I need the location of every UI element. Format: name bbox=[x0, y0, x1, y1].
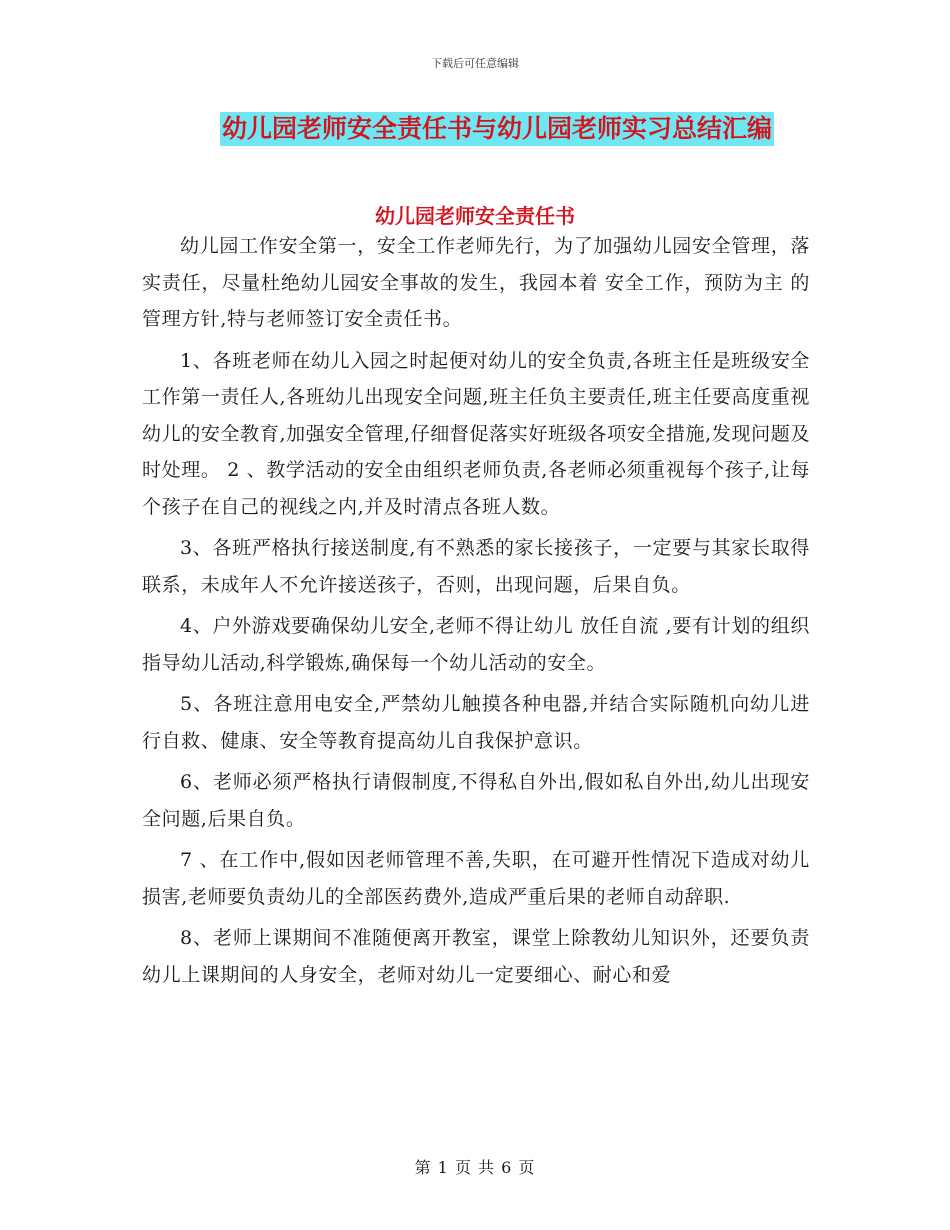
main-title-container bbox=[0, 112, 950, 146]
section-title: 幼儿园老师安全责任书 bbox=[375, 204, 575, 228]
page-footer: 第 1 页 共 6 页 bbox=[414, 1158, 536, 1177]
main-title: 幼儿园老师安全责任书与幼儿园老师实习总结汇编 bbox=[220, 112, 774, 146]
paragraph-item-5: 5、各班注意用电安全,严禁幼儿触摸各种电器,并结合实际随机向幼儿进行自救、健康、安全等教育提高幼儿自我保护意识。 bbox=[142, 693, 810, 752]
header-note: 下载后可任意编辑 bbox=[431, 57, 519, 70]
paragraph-item-1-2: 1、各班老师在幼儿入园之时起便对幼儿的安全负责,各班主任是班级安全工作第一责任人,各班幼儿出现安全问题,班主任负主要责任,班主任要高度重视幼儿的安全教育,加强安全管理,仔细督促落实好班级各项安全措施,发现问题及时处理。 2 、教学活动的安全由组织老师负责,各老师必须重视每个孩子,让每个孩子在自己的视线之内,并及时清点各班人数。 bbox=[142, 349, 810, 518]
paragraph-item-8: 8、老师上课期间不准随便离开教室，课堂上除教幼儿知识外，还要负责幼儿上课期间的人身安全，老师对幼儿一定要细心、耐心和爱 bbox=[142, 927, 810, 986]
paragraph-item-4: 4、户外游戏要确保幼儿安全,老师不得让幼儿 放任自流 ,要有计划的组织指导幼儿活动,科学锻炼,确保每一个幼儿活动的安全。 bbox=[142, 615, 810, 674]
paragraph-item-6: 6、老师必须严格执行请假制度,不得私自外出,假如私自外出,幼儿出现安全问题,后果自负。 bbox=[142, 771, 810, 830]
document-body bbox=[142, 228, 810, 998]
paragraph-item-3: 3、各班严格执行接送制度,有不熟悉的家长接孩子，一定要与其家长取得联系，未成年人不允许接送孩子，否则，出现问题，后果自负。 bbox=[142, 537, 810, 596]
paragraph-item-7: 7 、在工作中,假如因老师管理不善,失职，在可避开性情况下造成对幼儿损害,老师要负责幼儿的全部医药费外,造成严重后果的老师自动辞职. bbox=[142, 849, 810, 908]
paragraph-intro: 幼儿园工作安全第一，安全工作老师先行，为了加强幼儿园安全管理，落实责任，尽量杜绝幼儿园安全事故的发生，我园本着 安全工作，预防为主 的管理方针,特与老师签订安全责任书。 bbox=[142, 235, 810, 330]
